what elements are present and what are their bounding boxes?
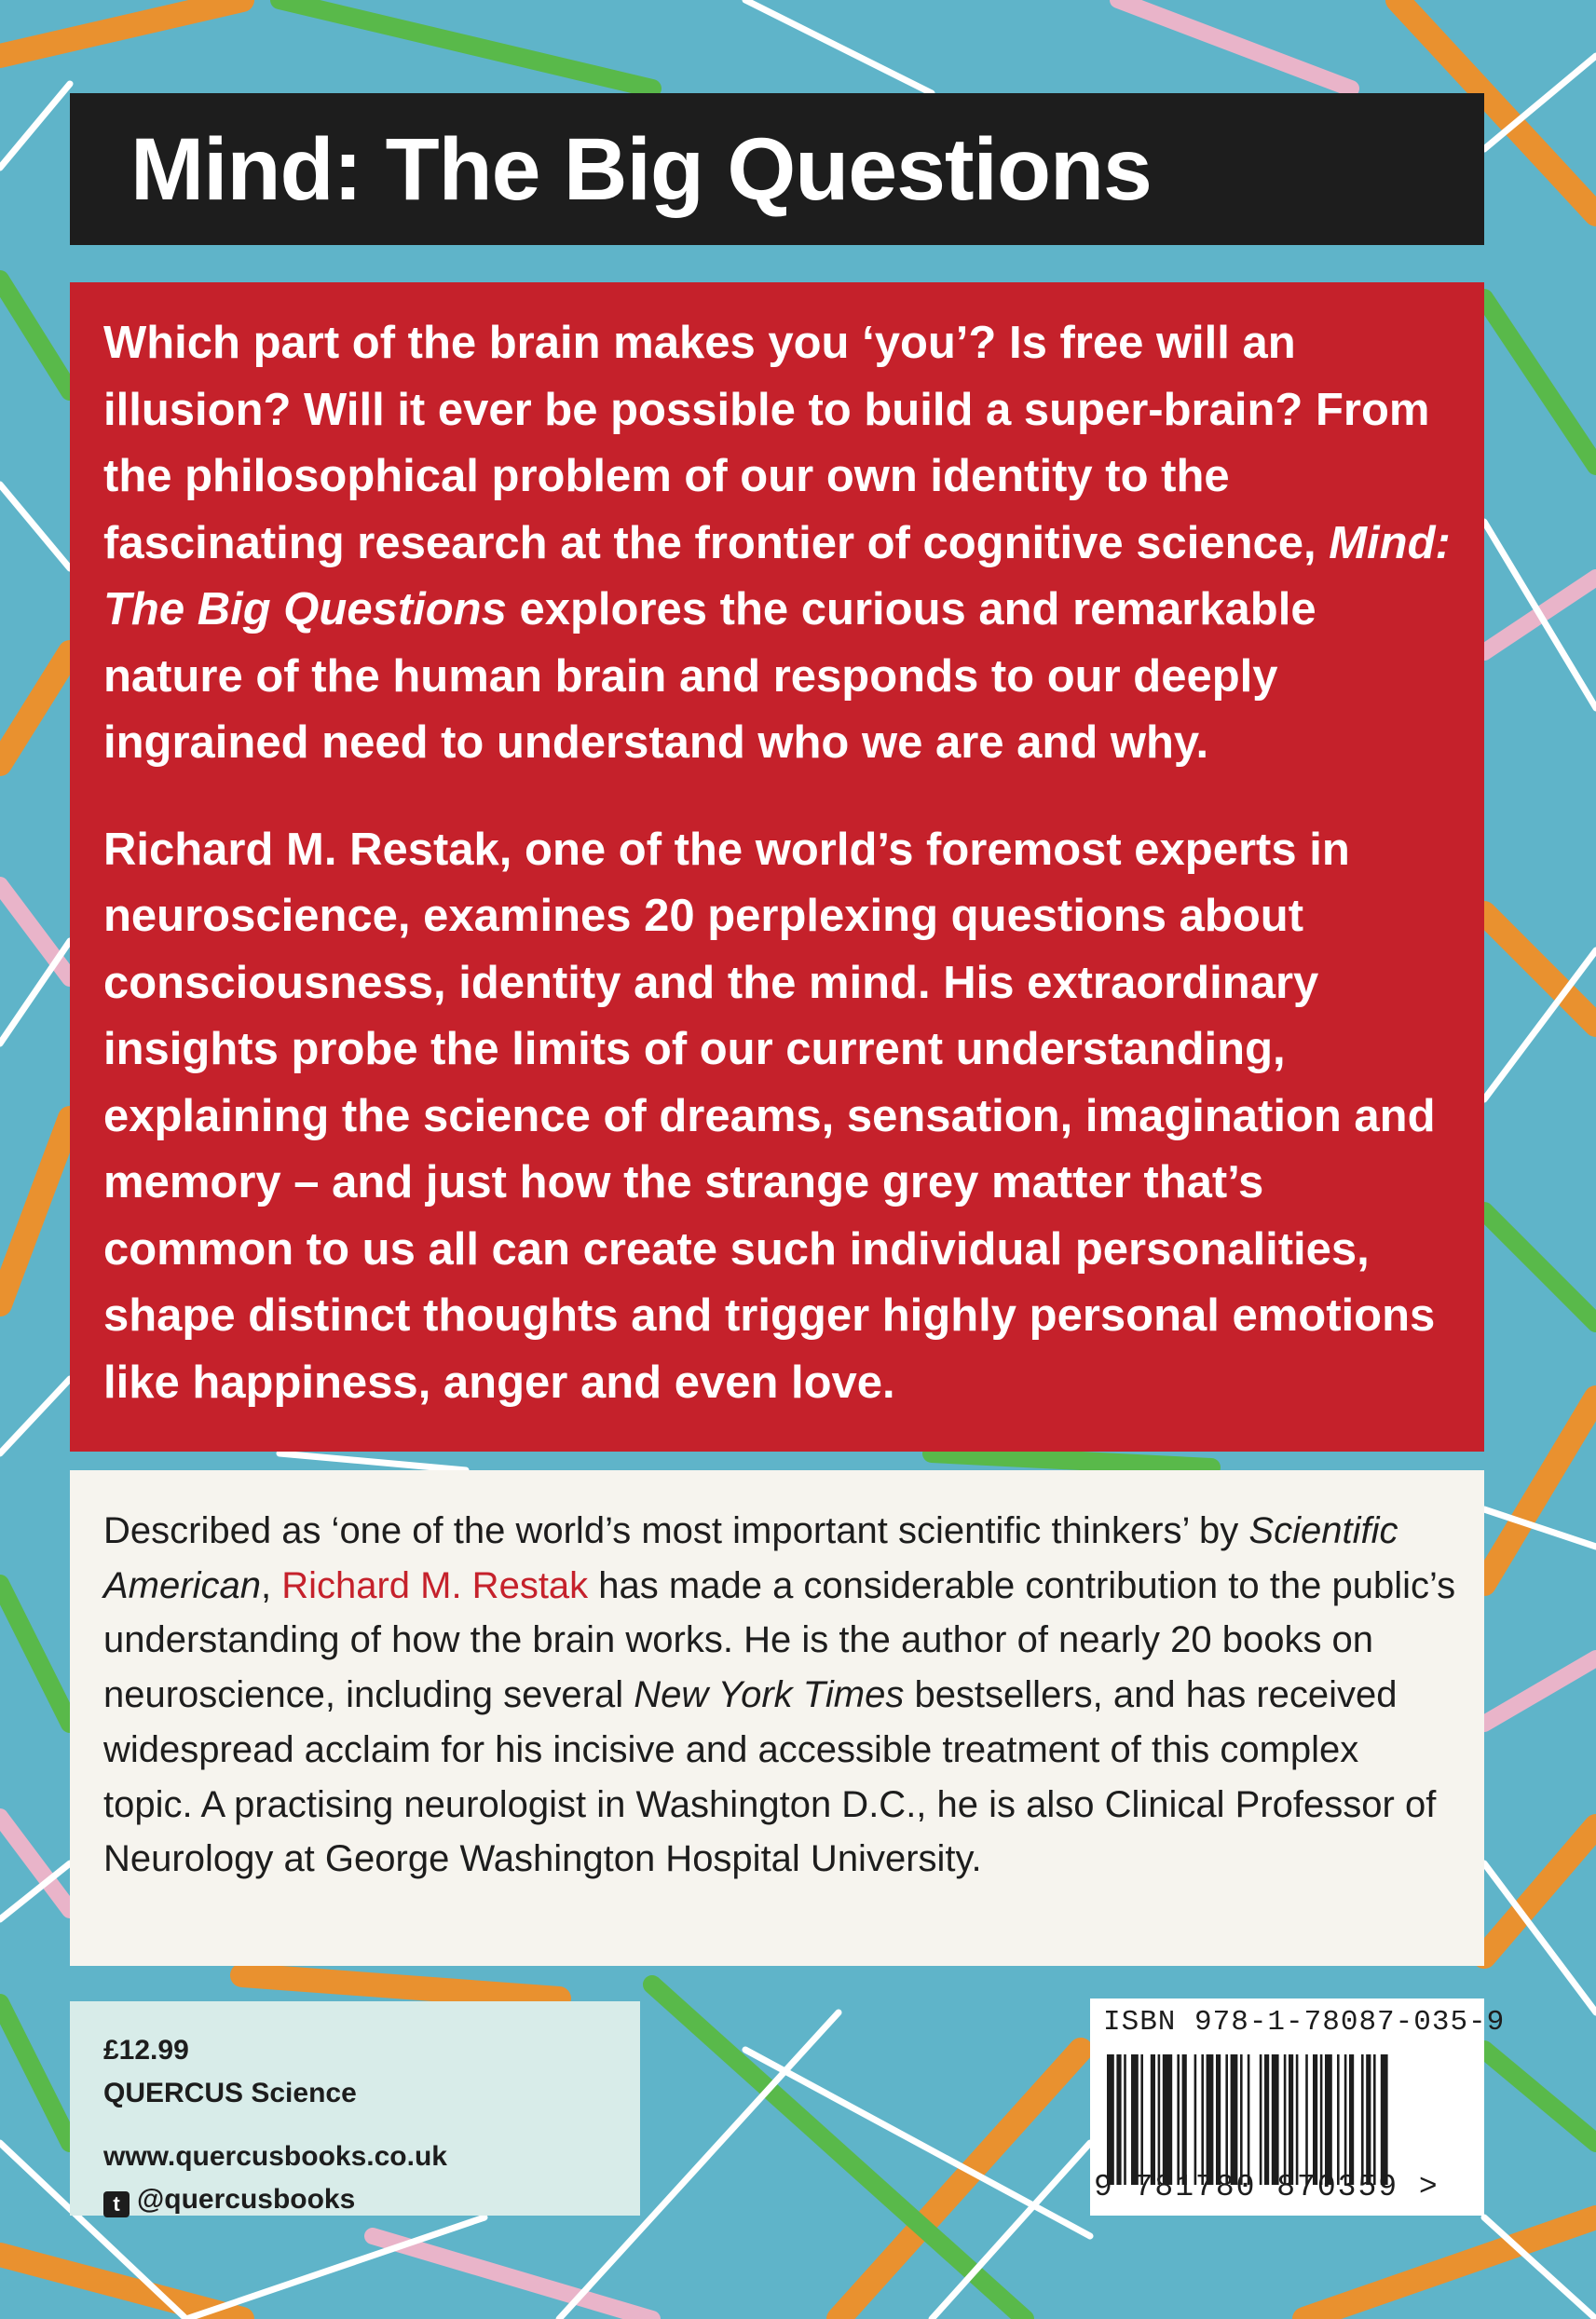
barcode-bar <box>1194 2054 1197 2185</box>
barcode-bar <box>1373 2054 1376 2185</box>
barcode-bar <box>1337 2054 1340 2185</box>
barcode-panel <box>1090 1998 1506 2216</box>
barcode-bar <box>1177 2054 1180 2185</box>
barcode-bar <box>1264 2054 1269 2185</box>
barcode-bar <box>1231 2054 1238 2185</box>
barcode-bar <box>1131 2054 1139 2185</box>
barcode-bar <box>1289 2054 1293 2185</box>
barcode-bar <box>1325 2054 1332 2185</box>
barcode-bar <box>1313 2054 1317 2185</box>
blurb-panel <box>70 282 1484 1452</box>
barcode-bar <box>1361 2054 1364 2185</box>
blurb-paragraph-1: Which part of the brain makes you ‘you’? Is free will an illusion? Will it ever be possible to build a super-brain? From the philosophical problem of our own identity to the fascinating research at the frontier of cognitive science, Mind: The Big Questions explores the curious and remarkable nature of the human brain and responds to our deeply ingrained need to understand who we are and why. <box>103 318 1451 768</box>
barcode-digits: 9 781780 870359 > <box>1094 2170 1439 2204</box>
barcode-bar <box>1344 2054 1347 2185</box>
barcode-bar <box>1366 2054 1371 2185</box>
barcode-bar <box>1272 2054 1279 2185</box>
barcode-bar <box>1124 2054 1126 2185</box>
barcode-bar <box>1320 2054 1323 2185</box>
publisher-info-panel <box>70 2001 640 2216</box>
barcode-graphic <box>1107 2054 1470 2185</box>
barcode-bar <box>1381 2054 1388 2185</box>
blurb-paragraph-2: Richard M. Restak, one of the world’s foremost experts in neuroscience, examines 20 perplexing questions about consciousness, identity and the mind. His extraordinary insights probe the limits of our current understanding, explaining the science of dreams, sensation, imagination and memory – and just how the strange grey matter that’s common to us all can create such individual personalities, shape distinct thoughts and trigger highly personal emotions like happiness, anger and even love. <box>103 824 1436 1408</box>
twitter-icon: t <box>103 2191 130 2217</box>
price: £12.99 <box>103 2035 189 2066</box>
book-title: Mind: The Big Questions <box>130 120 1152 219</box>
barcode-bar <box>1349 2054 1354 2185</box>
barcode-bar <box>1116 2054 1121 2185</box>
barcode-bar <box>1248 2054 1250 2185</box>
barcode-bar <box>1201 2054 1204 2185</box>
barcode-bar <box>1158 2054 1161 2185</box>
barcode-bar <box>1151 2054 1155 2185</box>
twitter-handle-row: t @quercusbooks <box>103 2178 640 2221</box>
barcode-bar <box>1296 2054 1299 2185</box>
barcode-bar <box>1260 2054 1262 2185</box>
author-name: Richard M. Restak <box>281 1564 589 1606</box>
barcode-bar <box>1107 2054 1114 2185</box>
isbn-label: ISBN 978-1-78087-035-9 <box>1103 2006 1506 2039</box>
barcode-bar <box>1140 2054 1143 2185</box>
barcode-bar <box>1305 2054 1308 2185</box>
title-bar <box>70 93 1484 245</box>
barcode-bar <box>1182 2054 1187 2185</box>
barcode-bar <box>1163 2054 1172 2185</box>
author-bio-panel <box>70 1470 1484 1966</box>
publisher-imprint: QUERCUS Science <box>103 2078 357 2108</box>
publisher-website: www.quercusbooks.co.uk <box>103 2141 447 2172</box>
blurb-book-title-italic: Mind: The Big Questions <box>103 517 1451 634</box>
barcode-bar <box>1207 2054 1214 2185</box>
barcode-bar <box>1240 2054 1243 2185</box>
author-bio-text: Described as ‘one of the world’s most important scientific thinkers’ by Scientific American, Richard M. Restak has made a considerable contribution to the public’s understanding of how the brain works. He is the author of nearly 20 books on neuroscience, including several New York Times bestsellers, and has received widespread acclaim for his incisive and accessible treatment of this complex topic. A practising neurologist in Washington D.C., he is also Clinical Professor of Neurology at George Washington Hospital University. <box>103 1510 1456 1880</box>
barcode-bar <box>1225 2054 1228 2185</box>
barcode-bar <box>1284 2054 1287 2185</box>
barcode-bar <box>1216 2054 1221 2185</box>
